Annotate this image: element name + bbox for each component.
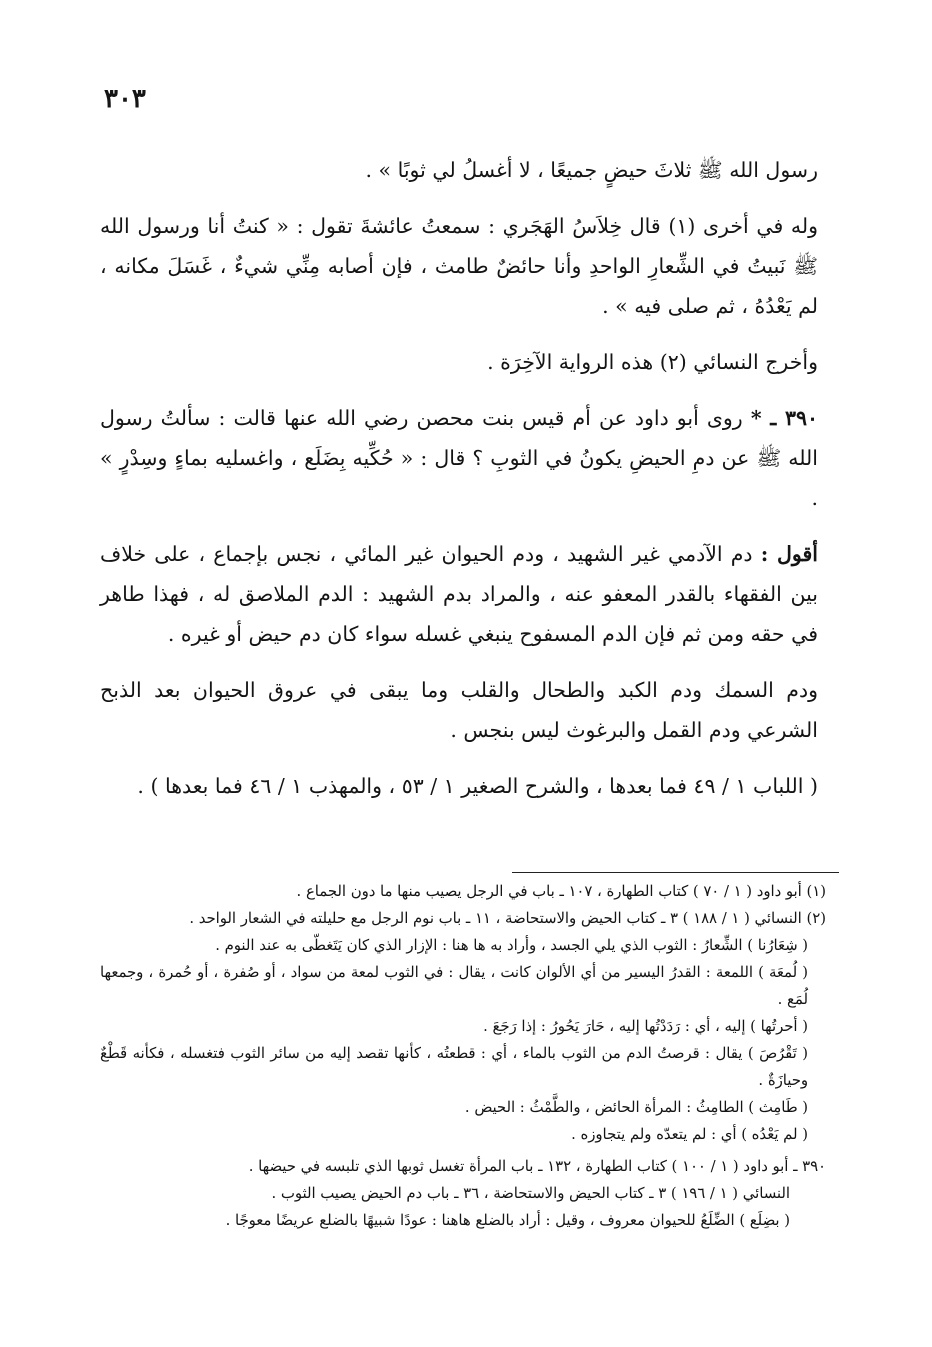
footnote-divider bbox=[512, 872, 839, 873]
main-text bbox=[100, 150, 818, 822]
commentary-lead: أقول : bbox=[760, 542, 818, 566]
paragraph-hadith-390 bbox=[100, 398, 818, 518]
paragraph-1: رسول الله ﷺ ثلاثَ حيضٍ جميعًا ، لا أغسلُ لي ثوبًا » . bbox=[365, 158, 818, 182]
footnote-390-abu-dawud: ٣٩٠ ـ أبو داود ( ١ / ١٠٠ ) كتاب الطهارة ، ١٣٢ ـ باب المرأة تغسل ثوبها الذي تلبسه في حيضها . bbox=[248, 1158, 826, 1175]
paragraph-references: ( اللباب ١ / ٤٩ فما بعدها ، والشرح الصغير ١ / ٥٣ ، والمهذب ١ / ٤٦ فما بعدها ) . bbox=[137, 774, 818, 798]
gloss-tamith: ( طَامِث ) الطامِثُ : المرأة الحائض ، والطَّمْثُ : الحيض . bbox=[464, 1099, 808, 1116]
footnotes bbox=[100, 878, 826, 1234]
paragraph-6: ودم السمك ودم الكبد والطحال والقلب وما يبقى في عروق الحيوان بعد الذبح الشرعي ودم القمل والبرغوث ليس بنجس . bbox=[100, 678, 818, 742]
commentary-text: دم الآدمي غير الشهيد ، ودم الحيوان غير المائي ، نجس بإجماع ، على خلاف بين الفقهاء بالقدر المعفو عنه ، والمراد بدم الشهيد : الدم الملاصق له ، فهذا طاهر في حقه ومن ثم فإن الدم المسفوح ينبغي غسله سواء كان دم حيض أو غيره . bbox=[100, 542, 818, 646]
paragraph-2: وله في أخرى (١) قال خِلاَسُ الهَجَري : سمعتُ عائشةَ تقول : « كنتُ أنا ورسول الله ﷺ نَبيتُ في الشِّعارِ الواحدِ وأنا حائضٌ طامث ، فإن أصابه مِنِّي شيءٌ ، غَسَلَ مكانه ، لم يَعْدُهُ ، ثم صلى فيه » . bbox=[100, 214, 819, 318]
gloss-taqrus: ( تَقْرُصَ ) يقال : قرصتُ الدم من الثوب بالماء ، أي : قطعتُه ، كأنها تقصد إليه من سائر الثوب فتغسله ، فكأنه قَطْعٌ وحيازَةٌ . bbox=[100, 1045, 808, 1089]
paragraph-3: وأخرج النسائي (٢) هذه الرواية الآخِرَة . bbox=[487, 350, 818, 374]
page-number: ٣٠٣ bbox=[104, 84, 146, 114]
gloss-shiarna: ( شِعَارُنا ) الشِّعارُ : الثوب الذي يلي الجسد ، وأراد به ها هنا : الإزار الذي كان يَتَغطّى به عند النوم . bbox=[215, 937, 808, 954]
gloss-ahartuha: ( أحرتُها ) إليه ، أي : رَدَدْتُها إليه ، حَارَ يَحُورُ : إذا رَجَعَ . bbox=[483, 1018, 808, 1035]
footnote-2: (٢) النسائي ( ١ / ١٨٨ ) ٣ ـ كتاب الحيض والاستحاضة ، ١١ ـ باب نوم الرجل مع حليلته في الشعار الواحد . bbox=[189, 910, 826, 927]
footnote-1: (١) أبو داود ( ١ / ٧٠ ) كتاب الطهارة ، ١٠٧ ـ باب في الرجل يصيب منها ما دون الجماع . bbox=[296, 883, 826, 900]
gloss-lumah: ( لُمعَة ) اللمعة : القدرُ اليسير من أي الألوان كانت ، يقال : في الثوب لمعة من سواد ، أو صُفرة ، أو حُمرة ، وجمعها لُمَع . bbox=[100, 964, 808, 1008]
paragraph-commentary bbox=[100, 534, 818, 654]
footnote-390-nasai: النسائي ( ١ / ١٩٦ ) ٣ ـ كتاب الحيض والاستحاضة ، ٣٦ ـ باب دم الحيض يصيب الثوب . bbox=[271, 1185, 790, 1202]
gloss-bidila: ( بضِلَع ) الضِّلَعُ للحيوان معروف ، وقيل : أراد بالضلع هاهنا : عودًا شبيهًا بالضلع عريضًا معوجًا . bbox=[225, 1212, 790, 1229]
gloss-lam-yaduh: ( لم يَعْدُه ) أي : لم يتعدّه ولم يتجاوزه . bbox=[571, 1126, 808, 1143]
hadith-text: روى أبو داود عن أم قيس بنت محصن رضي الله عنها قالت : سألتُ رسول الله ﷺ عن دمِ الحيضِ يكونُ في الثوبِ ؟ قال : « حُكِّيه بِضَلَع ، واغسليه بماءٍ وسِدْرٍ » . bbox=[100, 406, 818, 510]
hadith-number: ٣٩٠ ـ * bbox=[750, 406, 818, 430]
